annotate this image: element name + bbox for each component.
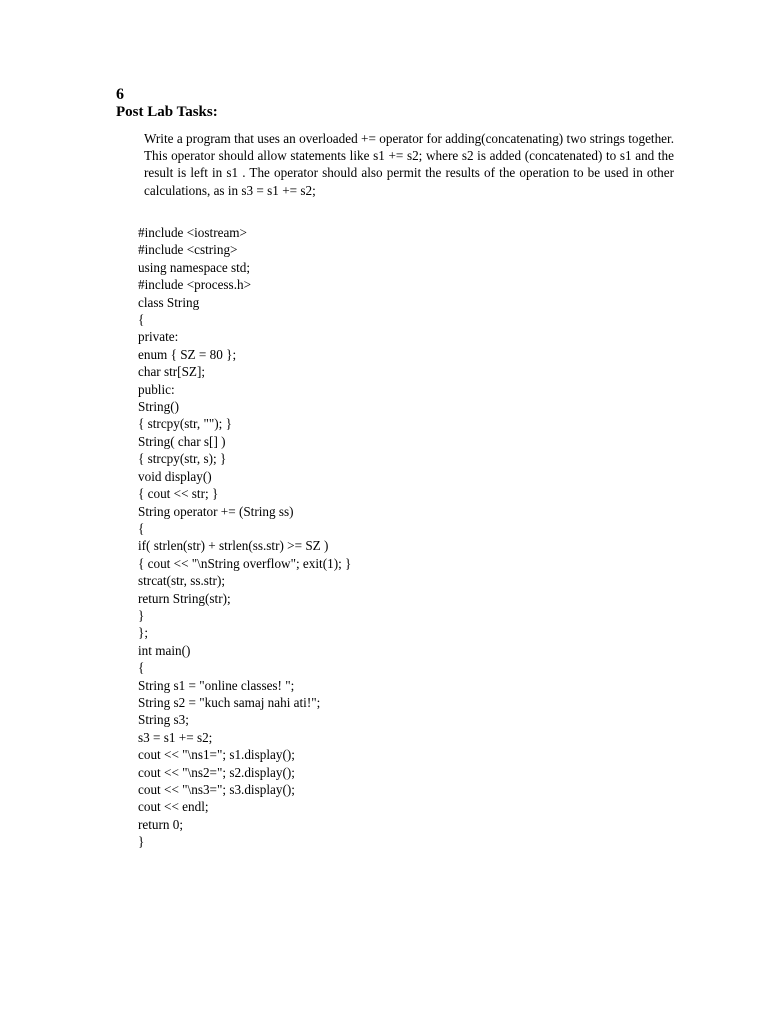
- task-description: Write a program that uses an overloaded += operator for adding(concatenating) two strings together. This operator should allow statements like s1 += s2; where s2 is added (concatenated) to s1 and the result is left in s1 . The operator should also permit the results of the operation to be used in other calculations, as in s3 = s1 += s2;: [144, 131, 674, 198]
- code-listing: [138, 224, 351, 851]
- code-line: char str[SZ];: [138, 364, 206, 380]
- code-line: String operator += (String ss): [138, 503, 294, 519]
- code-line: {: [138, 660, 145, 676]
- code-line: #include <process.h>: [138, 277, 252, 293]
- code-line: cout << endl;: [138, 799, 209, 815]
- code-line: String(): [138, 399, 180, 415]
- code-line: cout << "\ns1="; s1.display();: [138, 747, 295, 763]
- code-line: s3 = s1 += s2;: [138, 729, 213, 745]
- code-line: String s1 = "online classes! ";: [138, 677, 295, 693]
- code-line: {: [138, 312, 145, 328]
- code-line: {: [138, 520, 145, 536]
- code-line: return String(str);: [138, 590, 231, 606]
- code-line: strcat(str, ss.str);: [138, 573, 226, 589]
- code-line: enum { SZ = 80 };: [138, 346, 237, 362]
- code-line: cout << "\ns3="; s3.display();: [138, 782, 295, 797]
- page-number: 6: [116, 86, 124, 103]
- code-line: }: [138, 607, 145, 623]
- code-line: { cout << "\nString overflow"; exit(1); }: [138, 555, 352, 571]
- code-line: int main(): [138, 642, 191, 658]
- code-line: };: [138, 625, 148, 641]
- code-line: public:: [138, 381, 175, 397]
- section-title: Post Lab Tasks:: [116, 104, 218, 120]
- code-line: return 0;: [138, 816, 184, 832]
- code-line: String s3;: [138, 712, 189, 728]
- code-line: { strcpy(str, ""); }: [138, 416, 232, 432]
- code-line: { cout << str; }: [138, 486, 219, 502]
- code-line: #include <iostream>: [138, 225, 247, 240]
- code-line: }: [138, 834, 145, 850]
- code-line: void display(): [138, 468, 212, 484]
- code-line: { strcpy(str, s); }: [138, 451, 227, 467]
- code-line: class String: [138, 294, 200, 310]
- code-line: #include <cstring>: [138, 242, 238, 258]
- code-line: String( char s[] ): [138, 433, 226, 449]
- code-line: if( strlen(str) + strlen(ss.str) >= SZ ): [138, 538, 329, 554]
- code-line: String s2 = "kuch samaj nahi ati!";: [138, 694, 321, 710]
- code-line: private:: [138, 329, 179, 345]
- code-line: using namespace std;: [138, 259, 251, 275]
- code-line: cout << "\ns2="; s2.display();: [138, 764, 295, 780]
